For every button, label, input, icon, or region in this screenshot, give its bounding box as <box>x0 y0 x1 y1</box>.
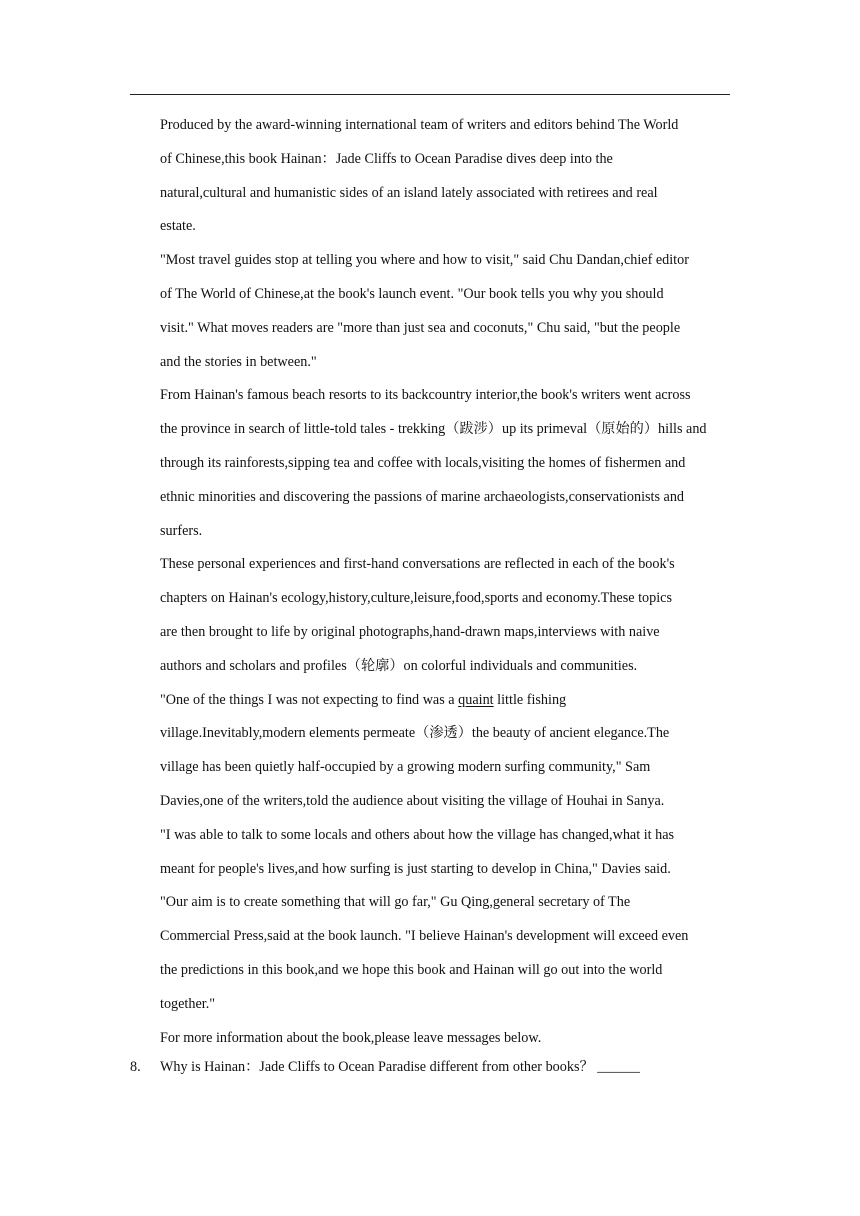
underlined-word: quaint <box>458 691 494 708</box>
line-text-after: little fishing <box>493 691 567 708</box>
passage-line: village.Inevitably,modern elements permeate（渗透）the beauty of ancient elegance.The <box>160 725 670 742</box>
passage-line: the predictions in this book,and we hope this book and Hainan will go out into the world <box>160 961 663 978</box>
passage-line: together." <box>160 995 216 1012</box>
passage-line: Produced by the award-winning international team of writers and editors behind The World <box>160 117 679 133</box>
passage-line: the province in search of little-told tales - trekking（跋涉）up its primeval（原始的）hills and <box>160 421 707 438</box>
passage-line: visit." What moves readers are "more than just sea and coconuts," Chu said, "but the people <box>160 319 681 336</box>
passage-line: natural,cultural and humanistic sides of an island lately associated with retirees and real <box>160 184 658 201</box>
passage-line: and the stories in between." <box>160 353 317 370</box>
passage-line: estate. <box>160 218 196 235</box>
passage-line: Commercial Press,said at the book launch. "I believe Hainan's development will exceed even <box>160 928 689 945</box>
passage-line: of Chinese,this book Hainan：Jade Cliffs to Ocean Paradise dives deep into the <box>160 150 613 167</box>
passage-line: "Most travel guides stop at telling you where and how to visit," said Chu Dandan,chief editor <box>160 252 689 269</box>
line-text-before: "One of the things I was not expecting to find was a <box>160 691 459 708</box>
passage-line: chapters on Hainan's ecology,history,culture,leisure,food,sports and economy.These topics <box>160 590 672 607</box>
passage-line: through its rainforests,sipping tea and coffee with locals,visiting the homes of fishermen and <box>160 454 686 471</box>
answer-blank[interactable]: ______ <box>597 1059 640 1075</box>
passage-line: village has been quietly half-occupied by a growing modern surfing community," Sam <box>160 759 651 776</box>
passage-line: surfers. <box>160 522 203 539</box>
passage-line: authors and scholars and profiles（轮廓）on colorful individuals and communities. <box>160 657 638 674</box>
passage-line: These personal experiences and first-hand conversations are reflected in each of the book's <box>160 556 675 573</box>
passage-line: are then brought to life by original photographs,hand-drawn maps,interviews with naive <box>160 623 660 640</box>
reading-passage <box>160 109 735 1055</box>
passage-line: From Hainan's famous beach resorts to its backcountry interior,the book's writers went across <box>160 387 691 404</box>
passage-line: "Our aim is to create something that will go far," Gu Qing,general secretary of The <box>160 894 631 911</box>
header-rule <box>130 94 730 95</box>
question-number: 8. <box>130 1059 141 1075</box>
question-text: Why is Hainan：Jade Cliffs to Ocean Paradise different from other books？ <box>160 1059 594 1075</box>
passage-line: ethnic minorities and discovering the passions of marine archaeologists,conservationists and <box>160 488 685 505</box>
passage-line: Davies,one of the writers,told the audience about visiting the village of Houhai in Sanya. <box>160 792 665 809</box>
passage-line: "I was able to talk to some locals and others about how the village has changed,what it has <box>160 826 675 843</box>
passage-line: of The World of Chinese,at the book's launch event. "Our book tells you why you should <box>160 285 664 302</box>
passage-line: For more information about the book,please leave messages below. <box>160 1029 542 1046</box>
passage-line-with-underlined-word <box>160 684 735 718</box>
passage-line: meant for people's lives,and how surfing is just starting to develop in China," Davies said. <box>160 860 671 877</box>
question-item <box>130 1051 730 1085</box>
